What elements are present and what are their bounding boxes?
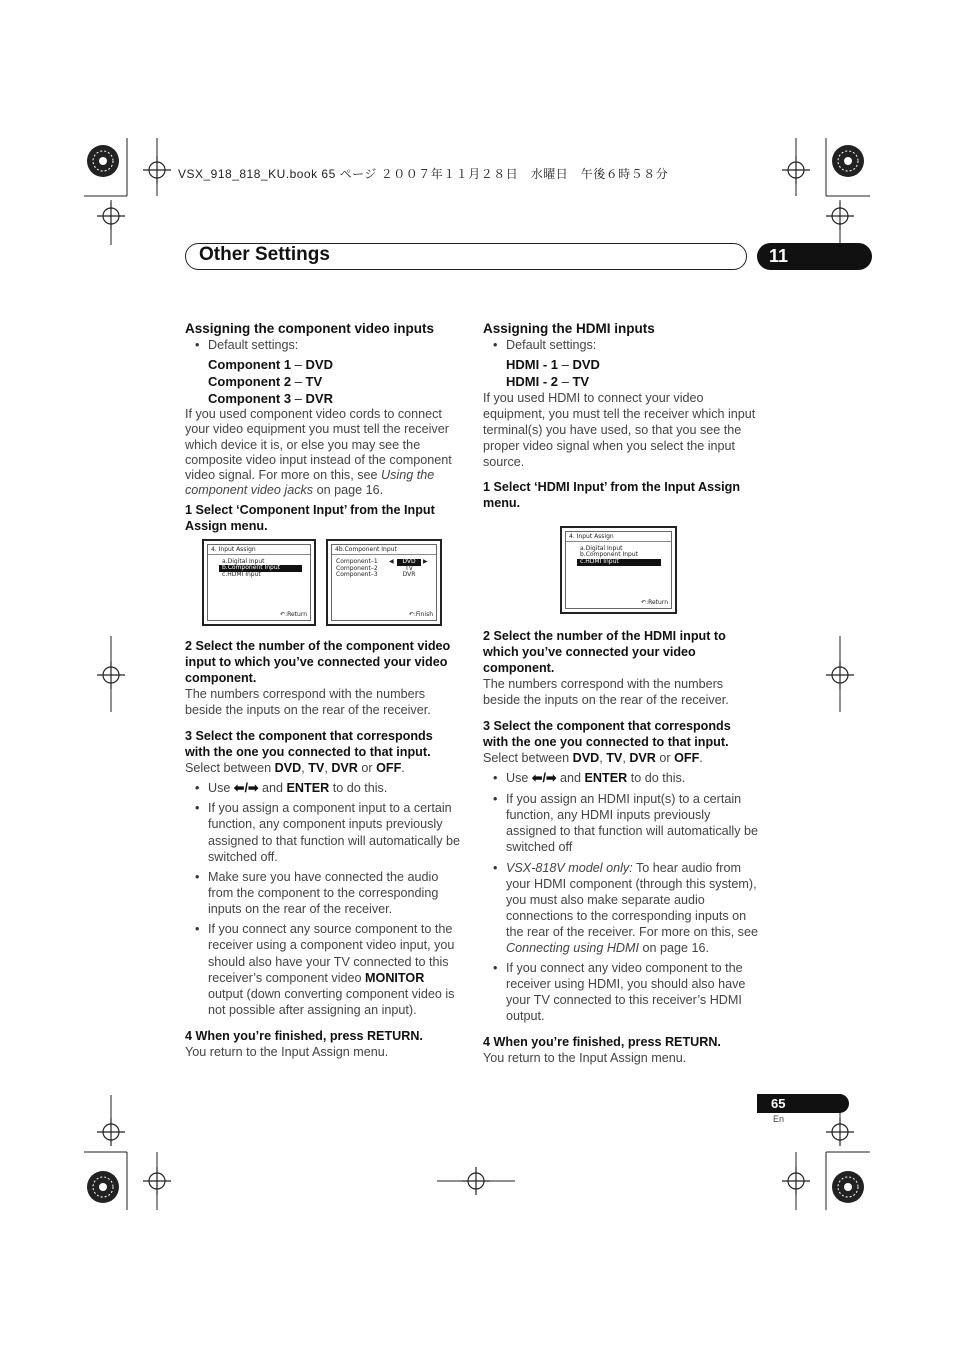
print-header: VSX_918_818_KU.book 65 ページ ２００７年１１月２８日 水曜日 午後６時５８分	[178, 167, 669, 181]
step-2: 2 Select the number of the HDMI input to which you’ve connected your video component.	[483, 629, 726, 675]
default-row: HDMI - 2 – TV	[506, 374, 590, 389]
osd-item: a.Digital Input	[222, 558, 265, 565]
arrow-keys-icon: ⬅/➡	[531, 771, 557, 785]
osd-item-selected: c.HDMI Input	[577, 559, 661, 566]
right-column-lower	[483, 628, 759, 1066]
bullet-use-arrows: • Use ⬅/➡ and ENTER to do this.	[483, 770, 759, 786]
default-row: Component 2 – TV	[208, 374, 323, 389]
osd-item-selected: b.Component Input	[219, 565, 302, 572]
osd-title: 4b.Component Input	[335, 546, 397, 553]
osd-component-input	[326, 539, 442, 626]
chapter-number: 11	[757, 243, 872, 270]
step-3-body: Select between DVD, TV, DVR or OFF.	[185, 761, 405, 775]
osd-title: 4. Input Assign	[569, 533, 614, 540]
step-3: 3 Select the component that corresponds with the one you connected to that input.	[185, 729, 433, 759]
bullet-assign: • If you assign a component input to a certain function, any component inputs previously assigned to that function will automatically be switched off.	[185, 800, 461, 865]
page-title: Other Settings	[199, 244, 330, 265]
osd-item: c.HDMI Input	[222, 571, 261, 578]
left-column	[185, 321, 461, 534]
bullet-assign: • If you assign an HDMI input(s) to a certain function, any HDMI inputs previously assigned to that function will automatically be switched off	[483, 791, 759, 855]
default-row: Component 1 – DVD	[208, 357, 333, 372]
bullet-audio: • Make sure you have connected the audio from the component to the corresponding inputs on the rear of the receiver.	[185, 869, 461, 917]
return-icon: ↶	[408, 610, 414, 618]
step-3: 3 Select the component that corresponds with the one you connected to that input.	[483, 719, 731, 749]
section-heading: Assigning the component video inputs	[185, 321, 435, 336]
step-1: 1 Select ‘HDMI Input’ from the Input Assign menu.	[483, 480, 741, 510]
intro-paragraph: If you used HDMI to connect your video equipment, you must tell the receiver which input terminal(s) you have used, so that you see the proper video signal when you select the input source.	[483, 391, 756, 469]
return-icon: ↶	[280, 610, 286, 618]
bullet-monitor: • If you connect any source component to the receiver using a component video input, you should also have your TV connected to this receiver’s component video MONITOR output (down converting component video is not possible after assigning an input).	[185, 921, 461, 1018]
step-4-body: You return to the Input Assign menu.	[483, 1051, 687, 1065]
bullet-model-note: • VSX-818V model only: To hear audio from your HDMI component (through this system), you must also make separate audio connections to the corresponding inputs on the rear of the receiver. For more on this, see Connecting using HDMI on page 16.	[483, 860, 759, 956]
osd-footer: ↶:Finish	[408, 610, 433, 618]
right-column	[483, 321, 759, 511]
return-icon: ↶	[641, 598, 647, 606]
default-label: • Default settings:	[185, 337, 461, 353]
osd-item: b.Component Input	[580, 551, 638, 558]
step-4: 4 When you’re finished, press RETURN.	[185, 1029, 423, 1044]
step-2: 2 Select the number of the component video input to which you’ve connected your video component.	[185, 639, 451, 685]
step-4: 4 When you’re finished, press RETURN.	[483, 1035, 721, 1049]
page-number: 65	[757, 1094, 849, 1113]
osd-title: 4. Input Assign	[211, 546, 256, 553]
osd-item: a.Digital Input	[580, 545, 623, 552]
osd-row-value-selected: DVD	[397, 559, 421, 566]
osd-footer: ↶:Return	[641, 598, 668, 606]
osd-row-value: TV	[405, 565, 413, 572]
arrow-keys-icon: ⬅/➡	[233, 781, 259, 795]
step-1: 1 Select ‘Component Input’ from the Input Assign menu.	[185, 502, 435, 533]
osd-row-label: Component–1	[336, 558, 378, 565]
step-2-body: The numbers correspond with the numbers beside the inputs on the rear of the receiver.	[483, 677, 729, 707]
arrow-left-icon: ◀	[389, 558, 394, 565]
arrow-right-icon: ▶	[423, 558, 428, 565]
bullet-use-arrows: • Use ⬅/➡ and ENTER to do this.	[185, 780, 461, 796]
intro-paragraph: If you used component video cords to connect your video equipment you must tell the receiver which device it is, or else you may see the composite video input instead of the component video signal. For more on this, see Using the component video jacks on page 16.	[185, 407, 452, 498]
osd-input-assign	[202, 539, 316, 626]
step-4-body: You return to the Input Assign menu.	[185, 1045, 389, 1060]
default-row: HDMI - 1 – DVD	[506, 357, 600, 372]
step-2-body: The numbers correspond with the numbers beside the inputs on the rear of the receiver.	[185, 687, 431, 717]
osd-input-assign	[560, 526, 677, 614]
default-label: • Default settings:	[483, 337, 759, 353]
bullet-tv-hdmi: • If you connect any video component to the receiver using HDMI, you should also have your TV connected to this receiver’s HDMI output.	[483, 960, 759, 1024]
section-heading: Assigning the HDMI inputs	[483, 321, 655, 336]
osd-footer: ↶:Return	[280, 610, 307, 618]
left-column-lower	[185, 638, 461, 1060]
osd-row-value: DVR	[402, 571, 416, 578]
default-row: Component 3 – DVR	[208, 391, 333, 406]
language-code: En	[773, 1114, 785, 1124]
osd-row-label: Component–3	[336, 571, 378, 578]
osd-row-label: Component–2	[336, 565, 378, 572]
step-3-body: Select between DVD, TV, DVR or OFF.	[483, 751, 703, 765]
